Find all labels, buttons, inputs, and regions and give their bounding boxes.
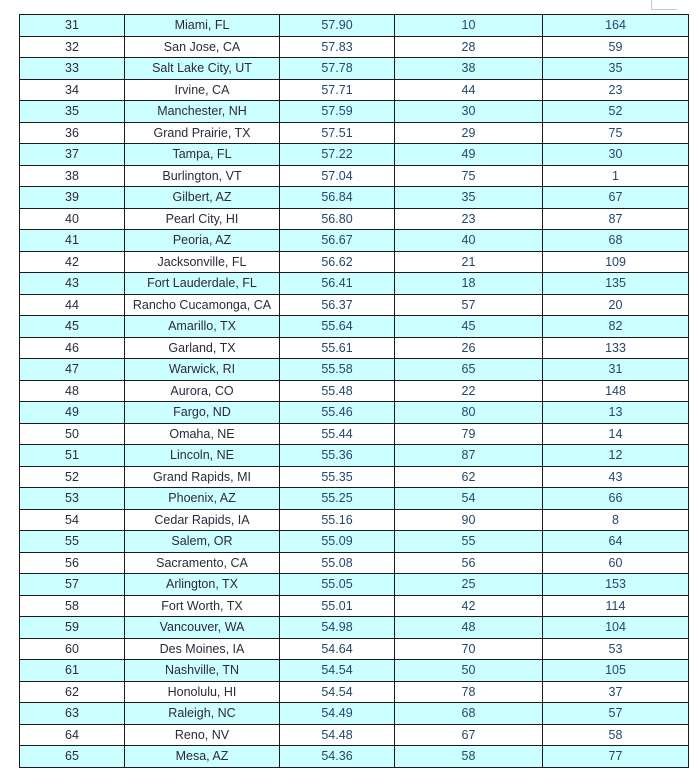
table-row (20, 58, 689, 80)
city-cell: Mesa, AZ (125, 746, 280, 768)
score-cell: 56.41 (280, 273, 395, 295)
city-cell: Salt Lake City, UT (125, 58, 280, 80)
num-cell: 75 (543, 122, 689, 144)
score-cell: 55.05 (280, 574, 395, 596)
num-cell: 67 (395, 724, 543, 746)
table-row (20, 746, 689, 768)
score-cell: 57.22 (280, 144, 395, 166)
rank-cell: 63 (20, 703, 125, 725)
score-cell: 56.67 (280, 230, 395, 252)
num-cell: 20 (543, 294, 689, 316)
table-row (20, 703, 689, 725)
score-cell: 55.01 (280, 595, 395, 617)
score-cell: 55.64 (280, 316, 395, 338)
rank-cell: 43 (20, 273, 125, 295)
table-row (20, 380, 689, 402)
score-cell: 57.83 (280, 36, 395, 58)
rank-cell: 54 (20, 509, 125, 531)
score-cell: 55.58 (280, 359, 395, 381)
city-cell: Burlington, VT (125, 165, 280, 187)
score-cell: 55.08 (280, 552, 395, 574)
city-cell: Peoria, AZ (125, 230, 280, 252)
num-cell: 77 (543, 746, 689, 768)
rank-cell: 41 (20, 230, 125, 252)
table-row (20, 251, 689, 273)
rank-cell: 58 (20, 595, 125, 617)
city-cell: Fort Worth, TX (125, 595, 280, 617)
num-cell: 43 (543, 466, 689, 488)
score-cell: 55.61 (280, 337, 395, 359)
city-cell: Nashville, TN (125, 660, 280, 682)
rank-cell: 36 (20, 122, 125, 144)
table-row (20, 660, 689, 682)
city-cell: Fort Lauderdale, FL (125, 273, 280, 295)
num-cell: 58 (395, 746, 543, 768)
city-cell: Fargo, ND (125, 402, 280, 424)
rank-cell: 51 (20, 445, 125, 467)
rank-cell: 53 (20, 488, 125, 510)
table-row (20, 402, 689, 424)
num-cell: 30 (395, 101, 543, 123)
num-cell: 70 (395, 638, 543, 660)
num-cell: 23 (543, 79, 689, 101)
table-row (20, 359, 689, 381)
table-row (20, 574, 689, 596)
rank-cell: 42 (20, 251, 125, 273)
rank-cell: 34 (20, 79, 125, 101)
city-cell: San Jose, CA (125, 36, 280, 58)
score-cell: 57.59 (280, 101, 395, 123)
rank-cell: 60 (20, 638, 125, 660)
city-cell: Warwick, RI (125, 359, 280, 381)
table-row (20, 617, 689, 639)
table-row (20, 122, 689, 144)
num-cell: 57 (395, 294, 543, 316)
table-row (20, 595, 689, 617)
num-cell: 45 (395, 316, 543, 338)
city-cell: Amarillo, TX (125, 316, 280, 338)
rank-cell: 56 (20, 552, 125, 574)
num-cell: 13 (543, 402, 689, 424)
num-cell: 67 (543, 187, 689, 209)
rank-cell: 64 (20, 724, 125, 746)
score-cell: 54.54 (280, 660, 395, 682)
num-cell: 66 (543, 488, 689, 510)
table-row (20, 187, 689, 209)
score-cell: 56.80 (280, 208, 395, 230)
rank-cell: 50 (20, 423, 125, 445)
city-cell: Pearl City, HI (125, 208, 280, 230)
num-cell: 65 (395, 359, 543, 381)
score-cell: 54.49 (280, 703, 395, 725)
num-cell: 29 (395, 122, 543, 144)
num-cell: 23 (395, 208, 543, 230)
num-cell: 135 (543, 273, 689, 295)
score-cell: 55.16 (280, 509, 395, 531)
table-row (20, 144, 689, 166)
score-cell: 57.51 (280, 122, 395, 144)
table-row (20, 101, 689, 123)
score-cell: 55.25 (280, 488, 395, 510)
city-cell: Grand Rapids, MI (125, 466, 280, 488)
score-cell: 54.98 (280, 617, 395, 639)
num-cell: 1 (543, 165, 689, 187)
score-cell: 55.44 (280, 423, 395, 445)
city-cell: Salem, OR (125, 531, 280, 553)
rank-cell: 39 (20, 187, 125, 209)
rank-cell: 65 (20, 746, 125, 768)
score-cell: 55.46 (280, 402, 395, 424)
table-row (20, 638, 689, 660)
table-row (20, 36, 689, 58)
num-cell: 62 (395, 466, 543, 488)
city-cell: Grand Prairie, TX (125, 122, 280, 144)
num-cell: 153 (543, 574, 689, 596)
num-cell: 54 (395, 488, 543, 510)
city-cell: Raleigh, NC (125, 703, 280, 725)
num-cell: 79 (395, 423, 543, 445)
rank-cell: 49 (20, 402, 125, 424)
page-corner-mark (651, 0, 677, 10)
num-cell: 55 (395, 531, 543, 553)
score-cell: 57.90 (280, 15, 395, 37)
num-cell: 26 (395, 337, 543, 359)
table-row (20, 466, 689, 488)
num-cell: 164 (543, 15, 689, 37)
table-row (20, 165, 689, 187)
num-cell: 60 (543, 552, 689, 574)
table-row (20, 445, 689, 467)
city-cell: Irvine, CA (125, 79, 280, 101)
score-cell: 55.36 (280, 445, 395, 467)
rank-cell: 38 (20, 165, 125, 187)
num-cell: 68 (395, 703, 543, 725)
rank-cell: 55 (20, 531, 125, 553)
city-cell: Manchester, NH (125, 101, 280, 123)
score-cell: 57.78 (280, 58, 395, 80)
city-ranking-table (19, 14, 689, 768)
num-cell: 12 (543, 445, 689, 467)
num-cell: 58 (543, 724, 689, 746)
rank-cell: 45 (20, 316, 125, 338)
num-cell: 64 (543, 531, 689, 553)
num-cell: 14 (543, 423, 689, 445)
score-cell: 54.48 (280, 724, 395, 746)
city-cell: Cedar Rapids, IA (125, 509, 280, 531)
num-cell: 28 (395, 36, 543, 58)
num-cell: 25 (395, 574, 543, 596)
num-cell: 31 (543, 359, 689, 381)
score-cell: 57.71 (280, 79, 395, 101)
num-cell: 104 (543, 617, 689, 639)
num-cell: 10 (395, 15, 543, 37)
score-cell: 56.84 (280, 187, 395, 209)
num-cell: 109 (543, 251, 689, 273)
rank-cell: 37 (20, 144, 125, 166)
rank-cell: 59 (20, 617, 125, 639)
rank-cell: 61 (20, 660, 125, 682)
city-cell: Tampa, FL (125, 144, 280, 166)
rank-cell: 57 (20, 574, 125, 596)
city-cell: Honolulu, HI (125, 681, 280, 703)
city-cell: Des Moines, IA (125, 638, 280, 660)
num-cell: 59 (543, 36, 689, 58)
city-cell: Omaha, NE (125, 423, 280, 445)
rank-cell: 31 (20, 15, 125, 37)
num-cell: 90 (395, 509, 543, 531)
num-cell: 50 (395, 660, 543, 682)
num-cell: 38 (395, 58, 543, 80)
num-cell: 105 (543, 660, 689, 682)
city-cell: Jacksonville, FL (125, 251, 280, 273)
city-cell: Reno, NV (125, 724, 280, 746)
num-cell: 35 (543, 58, 689, 80)
rank-cell: 46 (20, 337, 125, 359)
table-row (20, 488, 689, 510)
rank-cell: 47 (20, 359, 125, 381)
num-cell: 18 (395, 273, 543, 295)
score-cell: 57.04 (280, 165, 395, 187)
num-cell: 82 (543, 316, 689, 338)
num-cell: 57 (543, 703, 689, 725)
score-cell: 56.62 (280, 251, 395, 273)
num-cell: 30 (543, 144, 689, 166)
num-cell: 44 (395, 79, 543, 101)
num-cell: 21 (395, 251, 543, 273)
num-cell: 52 (543, 101, 689, 123)
rank-cell: 35 (20, 101, 125, 123)
num-cell: 48 (395, 617, 543, 639)
num-cell: 114 (543, 595, 689, 617)
rank-cell: 40 (20, 208, 125, 230)
score-cell: 56.37 (280, 294, 395, 316)
num-cell: 148 (543, 380, 689, 402)
num-cell: 133 (543, 337, 689, 359)
city-cell: Phoenix, AZ (125, 488, 280, 510)
num-cell: 87 (543, 208, 689, 230)
table-row (20, 294, 689, 316)
table-row (20, 724, 689, 746)
num-cell: 53 (543, 638, 689, 660)
table-body (20, 15, 689, 768)
score-cell: 54.36 (280, 746, 395, 768)
table-row (20, 208, 689, 230)
num-cell: 49 (395, 144, 543, 166)
num-cell: 68 (543, 230, 689, 252)
num-cell: 42 (395, 595, 543, 617)
table-row (20, 552, 689, 574)
table-row (20, 423, 689, 445)
score-cell: 55.09 (280, 531, 395, 553)
table-row (20, 337, 689, 359)
table-row (20, 273, 689, 295)
num-cell: 22 (395, 380, 543, 402)
city-cell: Sacramento, CA (125, 552, 280, 574)
num-cell: 40 (395, 230, 543, 252)
score-cell: 54.64 (280, 638, 395, 660)
city-cell: Gilbert, AZ (125, 187, 280, 209)
table-row (20, 509, 689, 531)
rank-cell: 32 (20, 36, 125, 58)
rank-cell: 52 (20, 466, 125, 488)
rank-cell: 33 (20, 58, 125, 80)
city-cell: Vancouver, WA (125, 617, 280, 639)
city-cell: Arlington, TX (125, 574, 280, 596)
table-row (20, 230, 689, 252)
num-cell: 80 (395, 402, 543, 424)
num-cell: 87 (395, 445, 543, 467)
score-cell: 55.35 (280, 466, 395, 488)
city-cell: Rancho Cucamonga, CA (125, 294, 280, 316)
city-cell: Garland, TX (125, 337, 280, 359)
table-row (20, 531, 689, 553)
table-row (20, 79, 689, 101)
num-cell: 75 (395, 165, 543, 187)
num-cell: 8 (543, 509, 689, 531)
rank-cell: 62 (20, 681, 125, 703)
city-cell: Lincoln, NE (125, 445, 280, 467)
table-row (20, 681, 689, 703)
score-cell: 54.54 (280, 681, 395, 703)
city-cell: Miami, FL (125, 15, 280, 37)
num-cell: 56 (395, 552, 543, 574)
rank-cell: 44 (20, 294, 125, 316)
num-cell: 78 (395, 681, 543, 703)
table-row (20, 316, 689, 338)
score-cell: 55.48 (280, 380, 395, 402)
table-row (20, 15, 689, 37)
num-cell: 35 (395, 187, 543, 209)
city-cell: Aurora, CO (125, 380, 280, 402)
rank-cell: 48 (20, 380, 125, 402)
num-cell: 37 (543, 681, 689, 703)
